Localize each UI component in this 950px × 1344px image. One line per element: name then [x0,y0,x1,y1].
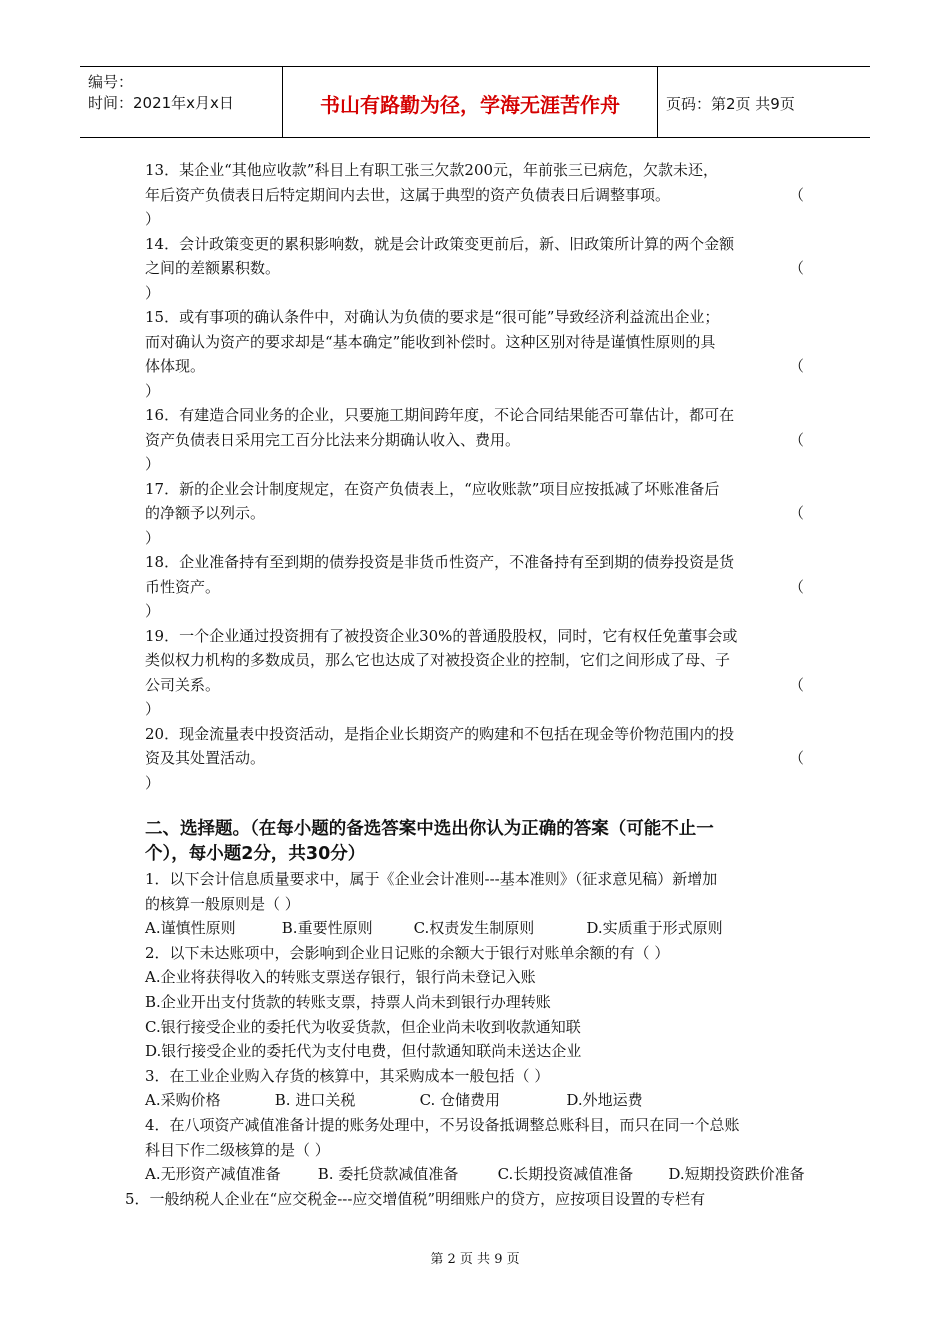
question-line: 年后资产负债表日后特定期间内去世，这属于典型的资产负债表日后调整事项。 [145,185,671,204]
question-line: 资及其处置活动。 [145,749,266,767]
page-info: 页码：第2页 共9页 [666,95,795,113]
page-header [80,66,870,138]
question-line: 18．企业准备持有至到期的债券投资是非货币性资产，不准备持有至到期的债券投资是货 [145,553,735,571]
option-d[interactable]: D.短期投资跌价准备 [668,1165,805,1184]
header-center-cell [283,67,658,137]
option-a[interactable]: A.企业将获得收入的转账支票送存银行，银行尚未登记入账 [145,968,536,987]
question-line: 而对确认为资产的要求却是“基本确定”能收到补偿时。这种区别对待是谨慎性原则的具 [145,332,716,351]
question-line: 15．或有事项的确认条件中，对确认为负债的要求是“很可能”导致经济利益流出企业； [145,308,720,326]
answer-paren-close: ） [145,528,161,547]
option-c[interactable]: C.银行接受企业的委托代为收妥货款，但企业尚未收到收款通知联 [145,1017,581,1036]
question-line: 1．以下会计信息质量要求中，属于《企业会计准则---基本准则》（征求意见稿）新增加 [145,870,718,888]
option-d[interactable]: D.银行接受企业的委托代为支付电费，但付款通知联尚未送达企业 [145,1042,582,1061]
document-body [125,158,810,1211]
answer-paren-open: （ [788,749,804,767]
mc-question-4 [145,1113,810,1187]
question-line: 2．以下未达账项中，会影响到企业日记账的余额大于银行对账单余额的有（ ） [145,943,670,962]
section-title [145,817,810,867]
answer-paren-close: ） [145,602,161,620]
answer-paren-open: （ [788,357,804,375]
answer-paren-close: ） [145,455,161,473]
question-17 [145,477,810,551]
option-a[interactable]: A.无形资产减值准备 [145,1165,281,1184]
answer-paren-open: （ [788,504,804,522]
option-row [145,1162,810,1187]
mc-question-1 [145,867,810,941]
option-c[interactable]: C.权责发生制原则 [413,919,535,938]
answer-paren-close: ） [145,283,161,302]
question-16 [145,403,810,477]
question-line: 之间的差额累积数。 [145,259,281,277]
page-footer: 第 2 页 共 9 页 [430,1252,520,1267]
question-line: 科目下作二级核算的是（ ） [145,1140,330,1159]
section-title-line: 个），每小题2分，共30分） [145,844,366,864]
option-b[interactable]: B. 委托贷款减值准备 [317,1165,459,1184]
answer-paren-open: （ [788,577,804,596]
mc-question-3 [145,1064,810,1113]
question-line: 20．现金流量表中投资活动，是指企业长期资产的购建和不包括在现金等价物范围内的投 [145,724,735,743]
option-a[interactable]: A.谨慎性原则 [145,919,236,938]
number-label: 编号： [88,73,134,91]
question-line: 17．新的企业会计制度规定，在资产负债表上，“应收账款”项目应按抵减了坏账准备后 [145,479,720,498]
answer-paren-open: （ [788,430,804,449]
question-line: 类似权力机构的多数成员，那么它也达成了对被投资企业的控制，它们之间形成了母、子 [145,651,731,669]
question-line: 资产负债表日采用完工百分比法来分期确认收入、费用。 [145,430,521,449]
header-left-cell [80,67,283,137]
option-d[interactable]: D.实质重于形式原则 [586,919,723,938]
option-b[interactable]: B.企业开出支付货款的转账支票，持票人尚未到银行办理转账 [145,992,551,1011]
question-line: 13．某企业“其他应收款”科目上有职工张三欠款200元，年前张三已病危，欠款未还， [145,161,719,179]
question-15 [145,305,810,403]
question-18 [145,550,810,624]
option-c[interactable]: C. 仓储费用 [419,1091,501,1110]
question-14 [145,232,810,306]
question-line: 的净额予以列示。 [145,504,266,522]
answer-paren-open: （ [788,259,804,277]
motto: 书山有路勤为径，学海无涯苦作舟 [320,93,620,117]
question-19 [145,624,810,722]
question-line: 3．在工业企业购入存货的核算中，其采购成本一般包括（ ） [145,1066,550,1085]
answer-paren-close: ） [145,210,161,228]
answer-paren-close: ） [145,381,161,400]
question-line: 公司关系。 [145,675,221,694]
question-line: 14．会计政策变更的累积影响数，就是会计政策变更前后，新、旧政策所计算的两个金额 [145,234,735,253]
answer-paren-close: ） [145,773,161,792]
question-line: 币性资产。 [145,577,221,596]
answer-paren-close: ） [145,700,161,718]
option-b[interactable]: B.重要性原则 [281,919,373,938]
question-line: 16．有建造合同业务的企业，只要施工期间跨年度，不论合同结果能否可靠估计，都可在 [145,406,735,424]
question-13 [145,158,810,232]
mc-question-5 [125,1187,810,1212]
answer-paren-open: （ [788,675,804,694]
question-line: 5．一般纳税人企业在“应交税金---应交增值税”明细账户的贷方，应按项目设置的专栏有 [125,1189,706,1208]
question-20 [145,722,810,796]
header-right-cell [658,67,870,137]
option-c[interactable]: C.长期投资减值准备 [497,1165,634,1184]
question-line: 的核算一般原则是（ ） [145,894,300,913]
answer-paren-open: （ [788,185,804,204]
option-row [145,916,810,941]
option-a[interactable]: A.采购价格 [145,1091,221,1110]
mc-question-2 [145,941,810,1064]
option-d[interactable]: D.外地运费 [566,1091,643,1110]
question-line: 19．一个企业通过投资拥有了被投资企业30%的普通股股权，同时，它有权任免董事会或 [145,626,738,645]
question-line: 4．在八项资产减值准备计提的账务处理中，不另设备抵调整总账科目，而只在同一个总账 [145,1115,740,1134]
time-label: 时间：2021年x月x日 [88,94,234,112]
question-line: 体体现。 [145,357,206,375]
section-title-line: 二、选择题。（在每小题的备选答案中选出你认为正确的答案（可能不止一 [145,819,714,839]
option-b[interactable]: B. 进口关税 [274,1091,356,1110]
option-row [145,1088,810,1113]
